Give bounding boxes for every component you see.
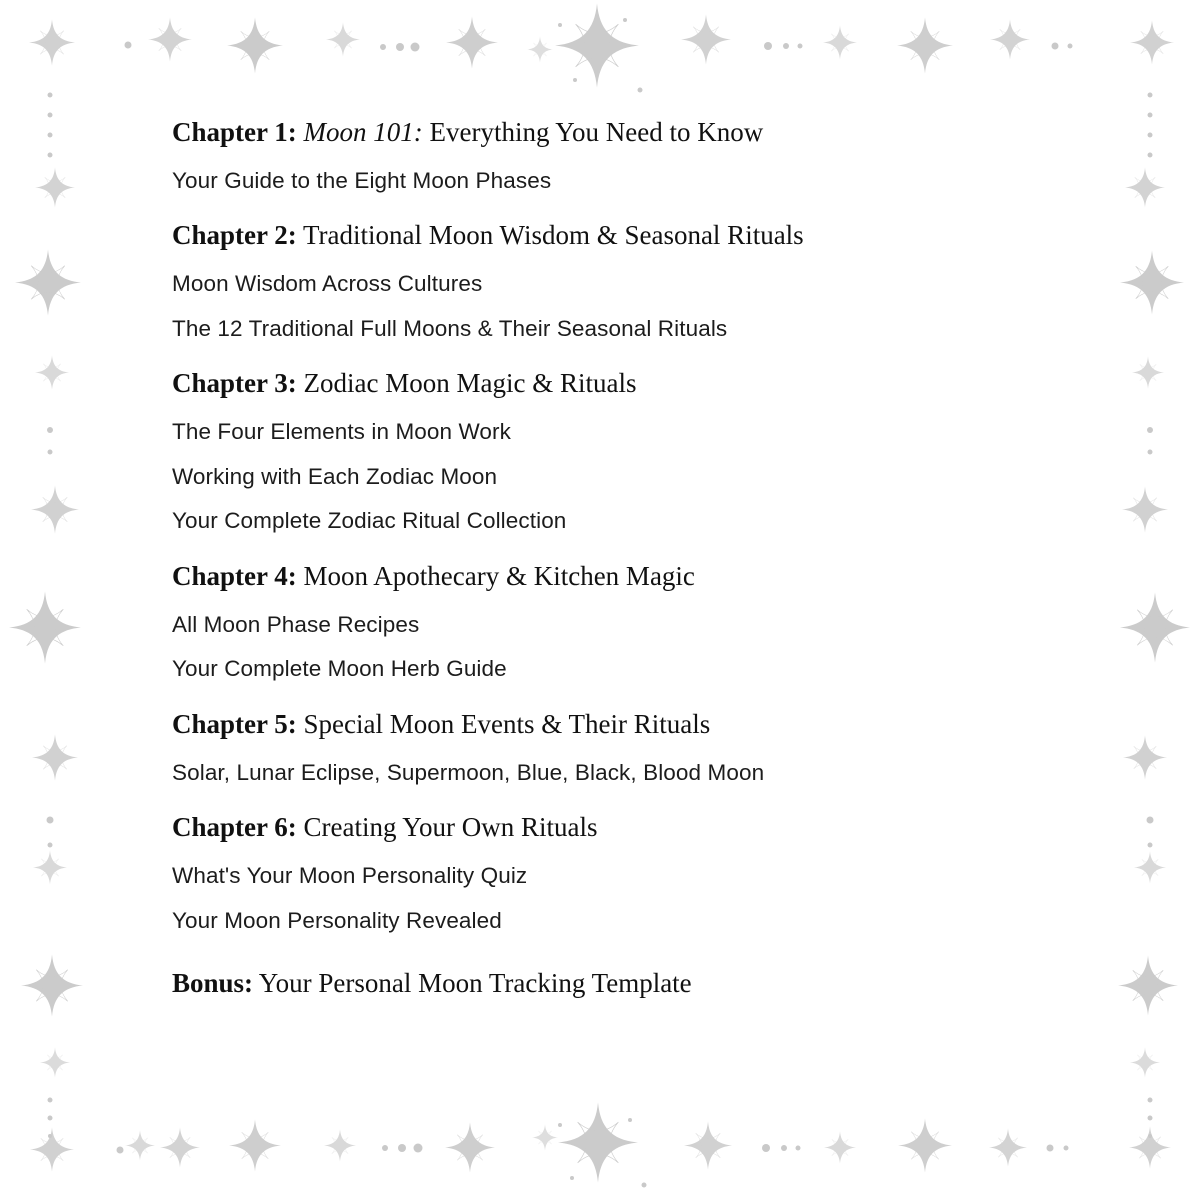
toc-chapter-title (253, 968, 692, 998)
toc-entry-group (172, 807, 1052, 937)
toc-chapter-label: Chapter 5: (172, 709, 297, 739)
dot-icon (125, 42, 132, 49)
toc-chapter-line[interactable] (172, 215, 1052, 256)
sparkle-star-icon (1120, 251, 1184, 320)
sparkle-star-icon (1134, 852, 1166, 889)
dot-icon (48, 1116, 53, 1121)
dot-icon (47, 817, 54, 824)
dot-icon (628, 1118, 632, 1122)
sparkle-star-icon (32, 735, 78, 786)
toc-subentry[interactable]: Your Complete Moon Herb Guide (172, 656, 507, 682)
toc-chapter-label: Chapter 1: (172, 117, 297, 147)
sparkle-star-icon (555, 4, 639, 93)
sparkle-star-icon (823, 26, 857, 65)
toc-entry-group (172, 963, 1052, 1004)
toc-entry-group (172, 704, 1052, 789)
sparkle-star-icon (29, 20, 75, 71)
sparkle-star-icon (532, 1125, 558, 1156)
dot-icon (48, 450, 53, 455)
dot-icon (380, 44, 386, 50)
dot-icon (1148, 133, 1153, 138)
dot-icon (642, 1183, 647, 1188)
dot-icon (48, 1098, 53, 1103)
dot-icon (573, 78, 577, 82)
dot-icon (1148, 1116, 1153, 1121)
toc-chapter-title-text: Special Moon Events & Their Rituals (296, 709, 711, 739)
toc-entry-group (172, 112, 1052, 197)
sparkle-star-icon (1129, 1127, 1171, 1174)
sparkle-star-icon (898, 1119, 952, 1178)
toc-chapter-title-italic: Moon 101: (303, 117, 423, 147)
dot-icon (1052, 43, 1059, 50)
toc-subentry[interactable]: All Moon Phase Recipes (172, 611, 420, 637)
sparkle-star-icon (33, 851, 67, 890)
toc-subentry[interactable]: Your Complete Zodiac Ritual Collection (172, 508, 567, 534)
toc-subentry[interactable]: Your Guide to the Eight Moon Phases (172, 167, 552, 193)
dot-icon (1148, 113, 1153, 118)
toc-chapter-title (297, 561, 695, 591)
toc-chapter-label: Chapter 4: (172, 561, 297, 591)
sparkle-star-icon (824, 1132, 856, 1169)
dot-icon (1147, 427, 1153, 433)
dot-icon (796, 1146, 801, 1151)
toc-entry-group (172, 215, 1052, 345)
sparkle-star-icon (446, 17, 498, 74)
sparkle-star-icon (445, 1123, 495, 1178)
sparkle-star-icon (527, 37, 553, 68)
toc-chapter-title (297, 812, 598, 842)
sparkle-star-icon (148, 18, 192, 67)
toc-chapter-title-text: Creating Your Own Rituals (296, 812, 598, 843)
toc-chapter-title (297, 709, 710, 739)
sparkle-star-icon (1118, 956, 1178, 1021)
dot-icon (558, 1123, 562, 1127)
sparkle-star-icon (160, 1128, 200, 1173)
toc-entry-group (172, 363, 1052, 538)
toc-chapter-label: Chapter 6: (172, 812, 297, 843)
sparkle-star-icon (324, 1130, 356, 1167)
dot-icon (764, 42, 772, 50)
toc-chapter-title-spacer (297, 117, 304, 147)
dot-icon (48, 133, 53, 138)
sparkle-star-icon (125, 1131, 155, 1166)
sparkle-star-icon (227, 18, 283, 79)
sparkle-star-icon (31, 486, 79, 539)
sparkle-star-icon (35, 168, 75, 213)
dot-icon (48, 93, 53, 98)
toc-chapter-line[interactable] (172, 556, 1052, 597)
sparkle-star-icon (989, 1129, 1027, 1172)
dot-icon (1148, 450, 1153, 455)
sparkle-star-icon (684, 1122, 732, 1175)
toc-chapter-line[interactable] (172, 704, 1052, 745)
dot-icon (1148, 1098, 1153, 1103)
toc-subentry[interactable]: Moon Wisdom Across Cultures (172, 270, 483, 296)
dot-icon (48, 1134, 52, 1138)
dot-icon (48, 843, 53, 848)
sparkle-star-icon (1123, 736, 1167, 785)
sparkle-star-icon (326, 23, 360, 62)
toc-chapter-line[interactable] (172, 363, 1052, 404)
dot-icon (47, 427, 53, 433)
sparkle-star-icon (1132, 357, 1164, 394)
toc-chapter-title (297, 368, 637, 398)
sparkle-star-icon (681, 15, 731, 70)
dot-icon (558, 23, 562, 27)
toc-chapter-line[interactable] (172, 963, 1052, 1004)
dot-icon (396, 43, 404, 51)
sparkle-star-icon (15, 250, 81, 321)
toc-chapter-label: Bonus: (172, 968, 254, 999)
contents-list (172, 112, 1052, 1008)
toc-subentry[interactable]: The Four Elements in Moon Work (172, 418, 511, 444)
toc-chapter-title (297, 220, 804, 250)
dot-icon (1147, 817, 1154, 824)
dot-icon (48, 153, 53, 158)
dot-icon (117, 1147, 124, 1154)
dot-icon (382, 1145, 388, 1151)
toc-subentry[interactable]: Solar, Lunar Eclipse, Supermoon, Blue, Black, Blood Moon (172, 759, 765, 785)
toc-chapter-title-text: Your Personal Moon Tracking Template (253, 968, 692, 999)
sparkle-star-icon (1122, 487, 1168, 538)
sparkle-star-icon (40, 1048, 70, 1083)
toc-chapter-title-text: Zodiac Moon Magic & Rituals (296, 368, 637, 399)
toc-chapter-title-text: Traditional Moon Wisdom & Seasonal Rituals (296, 220, 804, 251)
toc-entry-group (172, 556, 1052, 686)
dot-icon (1047, 1145, 1054, 1152)
dot-icon (623, 18, 627, 22)
toc-subentry[interactable]: Your Moon Personality Revealed (172, 907, 502, 933)
sparkle-star-icon (990, 20, 1030, 65)
sparkle-star-icon (1130, 1048, 1160, 1083)
sparkle-star-icon (1125, 168, 1165, 213)
toc-subentry[interactable]: What's Your Moon Personality Quiz (172, 862, 528, 888)
sparkle-star-icon (1130, 21, 1174, 70)
toc-chapter-label: Chapter 2: (172, 220, 297, 251)
sparkle-star-icon (30, 1128, 74, 1177)
sparkle-star-icon (21, 955, 83, 1022)
dot-icon (570, 1176, 574, 1180)
dot-icon (1148, 1134, 1152, 1138)
dot-icon (1148, 93, 1153, 98)
toc-chapter-title-text: Everything You Need to Know (422, 117, 764, 147)
dot-icon (1068, 44, 1073, 49)
dot-icon (411, 43, 420, 52)
toc-chapter-title-text: Moon Apothecary & Kitchen Magic (296, 561, 695, 591)
dot-icon (48, 113, 53, 118)
dot-icon (781, 1145, 787, 1151)
toc-chapter-title (297, 117, 763, 147)
dot-icon (414, 1144, 423, 1153)
sparkle-star-icon (9, 592, 81, 669)
sparkle-star-icon (35, 356, 69, 395)
dot-icon (398, 1144, 406, 1152)
dot-icon (798, 44, 803, 49)
sparkle-star-icon (1120, 593, 1190, 668)
dot-icon (783, 43, 789, 49)
toc-chapter-line[interactable] (172, 112, 1052, 153)
dot-icon (762, 1144, 770, 1152)
toc-subentry[interactable]: The 12 Traditional Full Moons & Their Seasonal Rituals (172, 315, 728, 341)
toc-chapter-label: Chapter 3: (172, 368, 297, 399)
toc-chapter-line[interactable] (172, 807, 1052, 848)
dot-icon (1064, 1146, 1069, 1151)
dot-icon (1148, 153, 1153, 158)
dot-icon (1148, 843, 1153, 848)
sparkle-star-icon (229, 1120, 281, 1177)
toc-subentry[interactable]: Working with Each Zodiac Moon (172, 463, 498, 489)
dot-icon (638, 88, 643, 93)
sparkle-star-icon (558, 1103, 638, 1188)
sparkle-star-icon (897, 18, 953, 79)
